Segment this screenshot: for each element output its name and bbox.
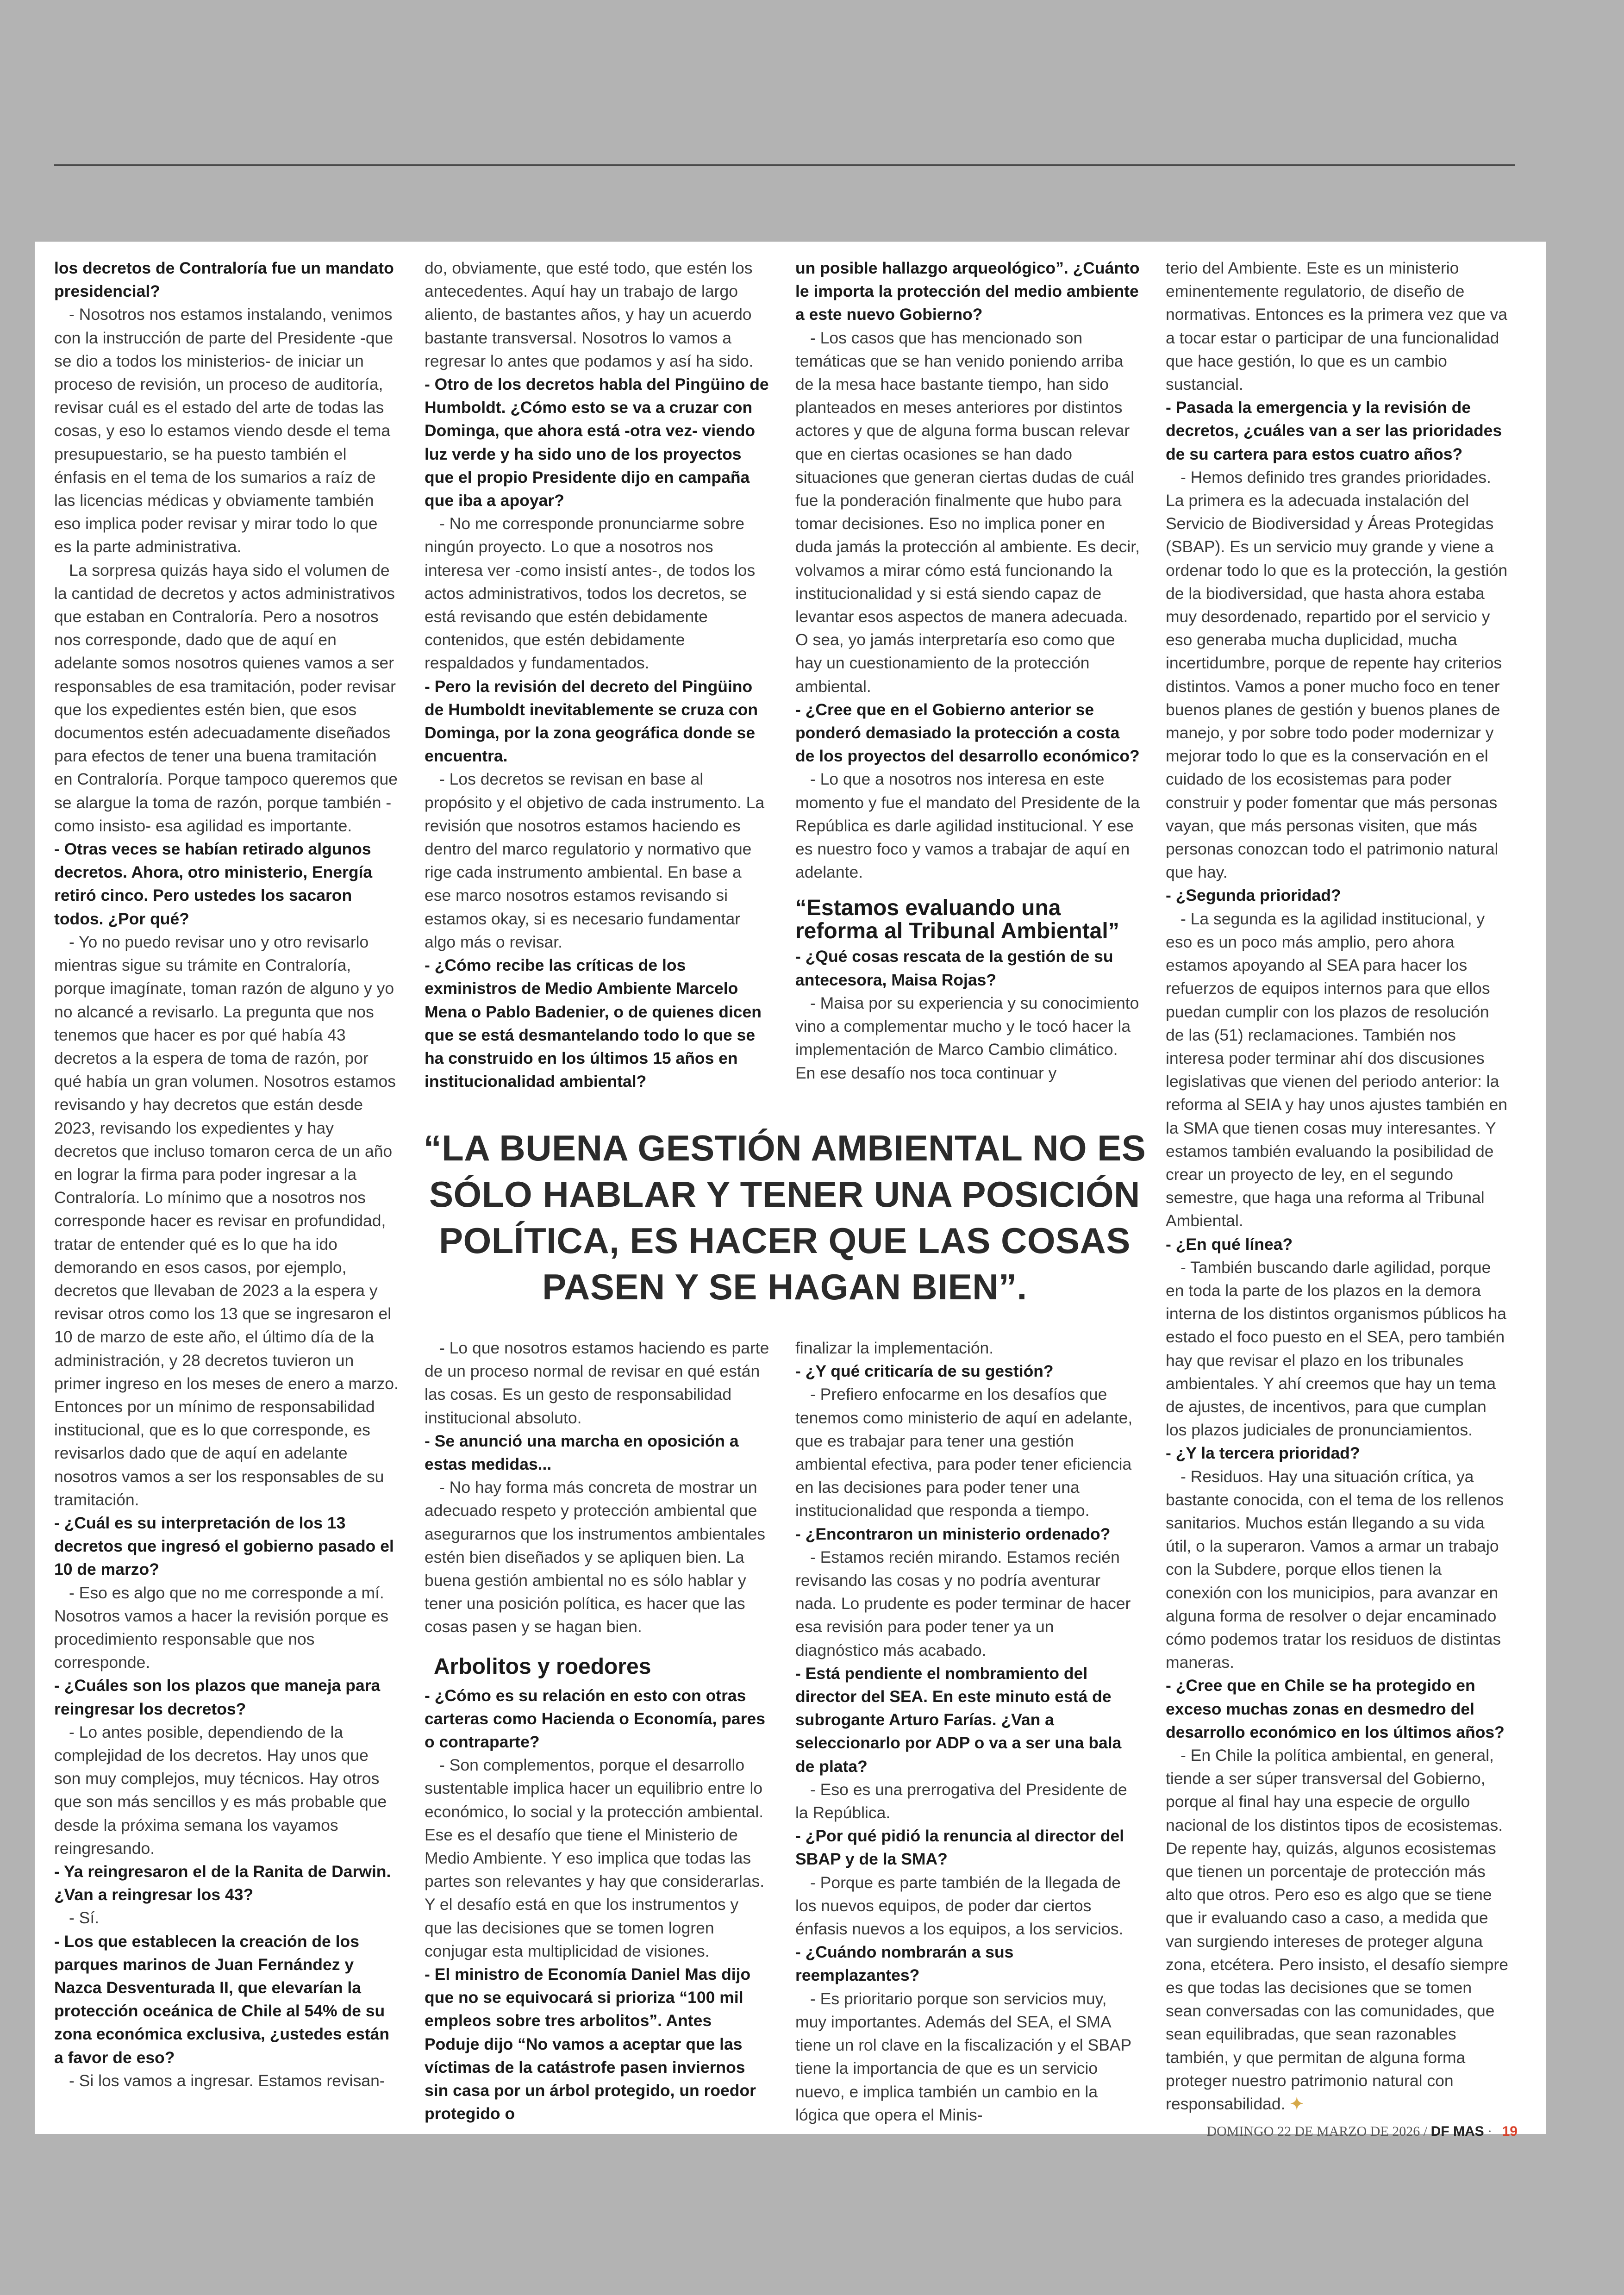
footer-brand: DF MAS xyxy=(1430,2124,1484,2139)
interview-answer: - No me corresponde pronunciarme sobre ningún proyecto. Lo que a nosotros nos interesa ver -como insistí antes-, de todos los actos administrativos, todos los decretos, se está revisando que estén debidamente contenidos, que estén debidamente respaldados y fundamentados. xyxy=(425,514,756,673)
interview-question: - ¿Cuándo nombrarán a sus reemplazantes? xyxy=(795,1943,1014,1985)
interview-answer: - Eso es algo que no me corresponde a mí. Nosotros vamos a hacer la revisión porque es procedimiento responsable que nos corresponde. xyxy=(54,1583,389,1672)
end-of-article-icon: ✦ xyxy=(1285,2095,1304,2114)
top-divider-line xyxy=(54,164,1515,166)
interview-answer: - Lo que a nosotros nos interesa en este momento y fue el mandato del Presidente de la República es darle agilidad institucional. Y ese es nuestro foco y vamos a trabajar de aquí en adelante. xyxy=(795,770,1140,882)
interview-question: - Otras veces se habían retirado algunos decretos. Ahora, otro ministerio, Energía retiró cinco. Pero ustedes los sacaron todos. ¿Por qué? xyxy=(54,840,373,928)
interview-question: - ¿Segunda prioridad? xyxy=(1166,886,1341,905)
interview-question: los decretos de Contraloría fue un mandato presidencial? xyxy=(54,259,394,301)
footer-date: DOMINGO 22 DE MARZO DE 2026 xyxy=(1206,2124,1420,2139)
section-subheading: “Estamos evaluando una reforma al Tribunal Ambiental” xyxy=(795,896,1119,944)
interview-answer: - Prefiero enfocarme en los desafíos que tenemos como ministerio de aquí en adelante, que es trabajar para tener una gestión ambiental efectiva, para poder tener eficiencia en las decisiones para poder tener una institucionalidad que responda a tiempo. xyxy=(795,1385,1133,1520)
pull-quote: “LA BUENA GESTIÓN AMBIENTAL NO ES SÓLO HABLAR Y TENER UNA POSICIÓN POLÍTICA, ES HACER QUE LAS COSAS PASEN Y SE HAGAN BIEN”. xyxy=(423,1128,1146,1307)
interview-answer: - Sí. xyxy=(69,1908,100,1927)
interview-answer: - Nosotros nos estamos instalando, venimos con la instrucción de parte del Presidente -que se dio a todos los ministerios- de iniciar un proceso de revisión, un proceso de auditoría, revisar cuál es el estado del arte de todas las cosas, y eso lo estamos viendo desde el tema presupuestario, se ha puesto también el énfasis en el tema de los sumarios a raíz de las licencias médicas y obviamente también eso implica poder revisar y mirar todo lo que es la parte administrativa. xyxy=(54,305,394,556)
interview-question: - ¿Cuáles son los plazos que maneja para reingresar los decretos? xyxy=(54,1676,381,1718)
interview-question: un posible hallazgo arqueológico”. ¿Cuánto le importa la protección del medio ambiente a este nuevo Gobierno? xyxy=(795,259,1140,324)
interview-question: - ¿Cree que en el Gobierno anterior se ponderó demasiado la protección a costa de los proyectos del desarrollo económico? xyxy=(795,700,1140,766)
interview-answer: - Yo no puedo revisar uno y otro revisarlo mientras sigue su trámite en Contraloría, porque imagínate, toman razón de alguno y yo no alcancé a revisarlo. La pregunta que nos tenemos que hacer es por qué había 43 decretos a la espera de toma de razón, por qué había un gran volumen. Nosotros estamos revisando y hay decretos que están desde 2023, revisando los expedientes y hay decretos que incluso tomaron cerca de un año en lograr la firma para poder ingresar a la Contraloría. Lo mínimo que a nosotros nos corresponde hacer es revisar en profundidad, tratar de entender qué es lo que ha ido demorando en esos casos, por ejemplo, decretos que llevaban de 2023 a la espera y revisar otros como los 13 que se ingresaron el 10 de marzo de este año, el último día de la administración, y 28 decretos tuvieron un primer ingreso en los meses de enero a marzo. Entonces por un mínimo de responsabilidad institucional, que es lo que corresponde, es revisarlos dado que de aquí en adelante nosotros vamos a ser los responsables de su tramitación. xyxy=(54,932,399,1509)
interview-question: - ¿Cómo recibe las críticas de los exministros de Medio Ambiente Marcelo Mena o Pablo Badenier, o de quienes dicen que se está desmantelando todo lo que se ha construido en los últimos 15 años en institucionalidad ambiental? xyxy=(425,956,762,1091)
interview-question: - Está pendiente el nombramiento del director del SEA. En este minuto está de subrogante Arturo Farías. ¿Van a seleccionarlo por ADP o va a ser una bala de plata? xyxy=(795,1664,1122,1776)
interview-answer: La sorpresa quizás haya sido el volumen de la cantidad de decretos y actos administrativos que estaban en Contraloría. Pero a nosotros nos corresponde, dado que de aquí en adelante somos nosotros quienes vamos a ser responsables de esa tramitación, poder revisar que los expedientes estén bien, que esos documentos estén adecuadamente diseñados para efectos de tener una buena tramitación en Contraloría. Porque tampoco queremos que se alargue la toma de razón, porque también -como insisto- esa agilidad es importante. xyxy=(54,561,398,835)
page-footer xyxy=(1111,2124,1518,2139)
interview-answer: - Estamos recién mirando. Estamos recién revisando las cosas y no podría aventurar nada. Lo prudente es poder terminar de hacer esa revisión para poder tener ya un diagnóstico más acabado. xyxy=(795,1547,1131,1659)
section-subheading: Arbolitos y roedores xyxy=(434,1654,651,1679)
interview-answer: - Hemos definido tres grandes prioridades. La primera es la adecuada instalación del Servicio de Biodiversidad y Áreas Protegidas (SBAP). Es un servicio muy grande y viene a ordenar todo lo que es la protección, la gestión de la biodiversidad, que hasta ahora estaba muy desordenado, repartido por el servicio y eso generaba mucha duplicidad, mucha incertidumbre, porque de repente hay criterios distintos. Vamos a poner mucho foco en tener buenos planes de gestión y buenos planes de manejo, y por sobre todo poder modernizar y mejorar todo lo que es la conservación en el cuidado de los ecosistemas para poder construir y poder fomentar que más personas vayan, que más personas visiten, que más personas conozcan todo el patrimonio natural que hay. xyxy=(1166,468,1508,882)
interview-answer: - Es prioritario porque son servicios muy, muy importantes. Además del SEA, el SMA tiene un rol clave en la fiscalización y el SBAP tiene la importancia de que es un servicio nuevo, e implica también un cambio en la lógica que opera el Minis- xyxy=(795,1989,1131,2124)
interview-question: - Se anunció una marcha en oposición a estas medidas... xyxy=(425,1431,739,1474)
interview-answer: - Lo que nosotros estamos haciendo es parte de un proceso normal de revisar en qué están las cosas. Es un gesto de responsabilidad institucional absoluto. xyxy=(425,1339,769,1427)
interview-answer: - Son complementos, porque el desarrollo sustentable implica hacer un equilibrio entre lo económico, lo social y la protección ambiental. Ese es el desafío que tiene el Ministerio de Medio Ambiente. Y eso implica que todas las partes son relevantes y hay que considerarlas. Y el desafío está en que los instrumentos y que las decisiones que se tomen logren conjugar esta multiplicidad de visiones. xyxy=(425,1756,765,1960)
interview-answer: - Lo antes posible, dependiendo de la complejidad de los decretos. Hay unos que son muy complejos, muy técnicos. Hay otros que son más sencillos y es más probable que desde la próxima semana los vayamos reingresando. xyxy=(54,1722,387,1858)
interview-question: - ¿En qué línea? xyxy=(1166,1235,1293,1254)
continued-text: finalizar la implementación. xyxy=(795,1339,994,1357)
interview-answer: - Los casos que has mencionado son temáticas que se han venido poniendo arriba de la mesa hace bastante tiempo, han sido planteados en meses anteriores por distintos actores y que de alguna forma buscan relevar que en ciertas ocasiones se han dado situaciones que generan ciertas dudas de cuál fue la ponderación finalmente que hubo para tomar decisiones. Eso no implica poner en duda jamás la protección al ambiente. Es decir, volvamos a mirar cómo está funcionando la institucionalidad y si está siendo capaz de levantar esos aspectos de manera adecuada. O sea, yo jamás interpretaría eso como que hay un cuestionamiento de la protección ambiental. xyxy=(795,328,1140,696)
interview-question: - ¿Y qué criticaría de su gestión? xyxy=(795,1362,1054,1381)
interview-answer: - Porque es parte también de la llegada de los nuevos equipos, de poder dar ciertos énfasis nuevos a los equipos, a los servicios. xyxy=(795,1873,1124,1939)
interview-answer: - Eso es una prerrogativa del Presidente de la República. xyxy=(795,1780,1127,1822)
interview-question: - El ministro de Economía Daniel Mas dijo que no se equivocará si prioriza “100 mil empleos sobre tres arbolitos”. Antes Poduje dijo “No vamos a aceptar que las víctimas de la catástrofe pasen inviernos sin casa por un árbol protegido, un roedor protegido o xyxy=(425,1965,756,2123)
continued-text: terio del Ambiente. Este es un ministerio eminentemente regulatorio, de diseño de normativas. Entonces es la primera vez que va a tocar estar o participar de una funcionalidad que hace gestión, lo que es un cambio sustancial. xyxy=(1166,259,1507,394)
interview-question: - ¿Cómo es su relación en esto con otras carteras como Hacienda o Economía, pares o contraparte? xyxy=(425,1686,765,1752)
column-3-bottom xyxy=(795,1336,1140,2127)
interview-question: - ¿Cree que en Chile se ha protegido en exceso muchas zonas en desmedro del desarrollo económico en los últimos años? xyxy=(1166,1676,1505,1741)
interview-answer: - La segunda es la agilidad institucional, y eso es un poco más amplio, pero ahora estamos apoyando al SEA para hacer los refuerzos de equipos internos para que ellos puedan cumplir con los plazos de resolución de las (51) reclamaciones. También nos interesa poder terminar ahí dos discusiones legislativas que vienen del periodo anterior: la reforma al SEIA y hay unos ajustes también en la SMA que tienen cosas muy interesantes. Y estamos también evaluando la posibilidad de crear un proyecto de ley, en el segundo semestre, que haga una reforma al Tribunal Ambiental. xyxy=(1166,909,1508,1230)
interview-answer: - Los decretos se revisan en base al propósito y el objetivo de cada instrumento. La revisión que nosotros estamos haciendo es dentro del marco regulatorio y normativo que rige cada instrumento ambiental. En base a ese marco nosotros estamos revisando si estamos okay, si es necesario fundamentar algo más o revisar. xyxy=(425,770,765,951)
interview-question: - Pero la revisión del decreto del Pingüino de Humboldt inevitablemente se cruza con Dominga, por la zona geográfica donde se encuentra. xyxy=(425,677,758,766)
interview-answer: - También buscando darle agilidad, porque en toda la parte de los plazos en la demora interna de los distintos organismos públicos ha estado el foco puesto en el SEA, pero también hay que revisar el plazo en los tribunales ambientales. Y ahí creemos que hay un tema de ajustes, de incentivos, para que cumplan los plazos judiciales de pronunciamientos. xyxy=(1166,1258,1507,1440)
interview-question: - ¿Qué cosas rescata de la gestión de su antecesora, Maisa Rojas? xyxy=(795,947,1113,989)
interview-question: - Ya reingresaron el de la Ranita de Darwin. ¿Van a reingresar los 43? xyxy=(54,1862,391,1904)
footer-separator: / xyxy=(1420,2124,1431,2139)
interview-question: - ¿Y la tercera prioridad? xyxy=(1166,1444,1360,1463)
interview-answer: - Maisa por su experiencia y su conocimiento vino a complementar mucho y le tocó hacer la implementación de Marco Cambio climático. En ese desafío nos toca continuar y xyxy=(795,993,1139,1082)
column-2-top xyxy=(425,256,769,1093)
column-1 xyxy=(54,256,399,2092)
interview-question: - Pasada la emergencia y la revisión de decretos, ¿cuáles van a ser las prioridades de su cartera para estos cuatro años? xyxy=(1166,398,1502,463)
interview-answer: - Residuos. Hay una situación crítica, ya bastante conocida, con el tema de los rellenos sanitarios. Muchos están llegando a su vida útil, o la superaron. Vamos a armar un trabajo con la Subdere, porque ellos tienen la conexión con los municipios, para avanzar en alguna forma de resolver o dejar encaminado cómo podemos tratar los residuos de distintas maneras. xyxy=(1166,1467,1504,1672)
interview-question: - ¿Por qué pidió la renuncia al director del SBAP y de la SMA? xyxy=(795,1827,1124,1869)
column-2-bottom xyxy=(425,1336,769,2126)
interview-answer: - No hay forma más concreta de mostrar un adecuado respeto y protección ambiental que asegurarnos que los instrumentos ambientales estén bien diseñados y se apliquen bien. La buena gestión ambiental no es sólo hablar y tener una posición política, es hacer que las cosas pasen y se hagan bien. xyxy=(425,1478,766,1636)
column-4 xyxy=(1166,256,1511,2115)
interview-question: - ¿Cuál es su interpretación de los 13 decretos que ingresó el gobierno pasado el 10 de marzo? xyxy=(54,1513,394,1579)
continued-text: do, obviamente, que esté todo, que estén los antecedentes. Aquí hay un trabajo de largo aliento, de bastantes años, y hay un acuerdo bastante transversal. Nosotros lo vamos a regresar lo antes que podamos y así ha sido. xyxy=(425,259,754,370)
interview-answer: - En Chile la política ambiental, en general, tiende a ser súper transversal del Gobierno, porque al final hay una especie de orgullo nacional de los distintos tipos de ecosistemas. De repente hay, quizás, algunos ecosistemas que tienen un porcentaje de protección más alto que otros. Pero eso es algo que se tiene que ir evaluando caso a caso, a medida que van surgiendo intereses de proteger alguna zona, etcétera. Pero insisto, el desafío siempre es que todas las decisiones que se tomen sean conversadas con las comunidades, que sean equilibradas, que sean razonables también, y que permitan de alguna forma proteger nuestro patrimonio natural con responsabilidad. ✦ xyxy=(1166,1746,1508,2114)
interview-answer: - Si los vamos a ingresar. Estamos revisan- xyxy=(69,2071,385,2090)
page-number: 19 xyxy=(1502,2124,1518,2139)
interview-question: - ¿Encontraron un ministerio ordenado? xyxy=(795,1524,1111,1543)
column-3-top xyxy=(795,256,1140,1085)
footer-dot: · xyxy=(1484,2124,1496,2139)
interview-question: - Los que establecen la creación de los parques marinos de Juan Fernández y Nazca Desventurada II, que elevarían la protección oceánica de Chile al 54% de su zona económica exclusiva, ¿ustedes están a favor de eso? xyxy=(54,1932,390,2067)
interview-question: - Otro de los decretos habla del Pingüino de Humboldt. ¿Cómo esto se va a cruzar con Dominga, que ahora está -otra vez- viendo luz verde y ha sido uno de los proyectos que el propio Presidente dijo en campaña que iba a apoyar? xyxy=(425,375,769,510)
